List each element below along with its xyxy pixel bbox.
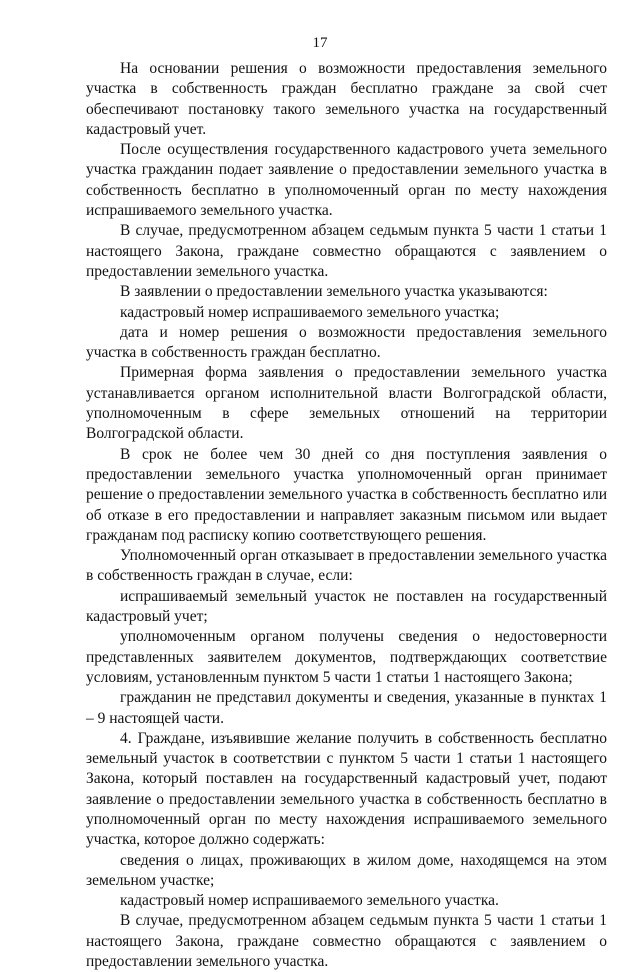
paragraph: испрашиваемый земельный участок не поставлен на государственный кадастровый учет; — [86, 587, 607, 626]
paragraph: кадастровый номер испрашиваемого земельного участка; — [120, 303, 500, 321]
paragraph: В случае, предусмотренном абзацем седьмым пункта 5 части 1 статьи 1 настоящего Закона, граждане совместно обращаются с заявлением о предоставлении земельного участка. — [86, 912, 607, 971]
document-body — [86, 59, 607, 972]
paragraph: В срок не более чем 30 дней со дня поступления заявления о предоставлении земельного участка уполномоченный орган принимает решение о предоставлении земельного участка в собственность бесплатно или об отказе в его предоставлении и направляет заказным письмом или выдает гражданам под расписку копию соответствующего решения. — [86, 445, 607, 544]
page-number: 17 — [312, 35, 328, 51]
paragraph: В случае, предусмотренном абзацем седьмым пункта 5 части 1 статьи 1 настоящего Закона, граждане совместно обращаются с заявлением о предоставлении земельного участка. — [86, 222, 607, 280]
paragraph: Уполномоченный орган отказывает в предоставлении земельного участка в собственность граждан в случае, если: — [86, 547, 607, 585]
paragraph: Примерная форма заявления о предоставлении земельного участка устанавливается органом исполнительной власти Волгоградской области, уполномоченным в сфере земельных отношений на территории Волгоградской области. — [86, 364, 607, 443]
paragraph: На основании решения о возможности предоставления земельного участка в собственность граждан бесплатно граждане за свой счет обеспечивают постановку такого земельного участка на государственный кадастровый учет. — [86, 60, 607, 138]
paragraph: сведения о лицах, проживающих в жилом доме, находящемся на этом земельном участке; — [86, 851, 607, 889]
paragraph: После осуществления государственного кадастрового учета земельного участка гражданин подает заявление о предоставлении земельного участка в собственность бесплатно в уполномоченный орган по месту нахождения испрашиваемого земельного участка. — [86, 141, 607, 220]
paragraph: уполномоченным органом получены сведения о недостоверности представленных заявителем документов, подтверждающих соответствие условиям, установленным пунктом 5 части 1 статьи 1 настоящего Закона; — [86, 628, 607, 686]
paragraph: гражданин не представил документы и сведения, указанные в пунктах 1 – 9 настоящей части. — [86, 689, 607, 727]
paragraph: 4. Граждане, изъявившие желание получить в собственность бесплатно земельный участок в соответствии с пунктом 5 части 1 статьи 1 настоящего Закона, который поставлен на государственный кадастровый учет, подают заявление о предоставлении земельного участка в собственность бесплатно в уполномоченный орган по месту нахождения испрашиваемого земельного участка, которое должно содержать: — [86, 729, 607, 849]
paragraph: В заявлении о предоставлении земельного участка указываются: — [120, 283, 548, 301]
paragraph: кадастровый номер испрашиваемого земельного участка. — [120, 892, 499, 910]
paragraph: дата и номер решения о возможности предоставления земельного участка в собственность граждан бесплатно. — [86, 323, 607, 362]
